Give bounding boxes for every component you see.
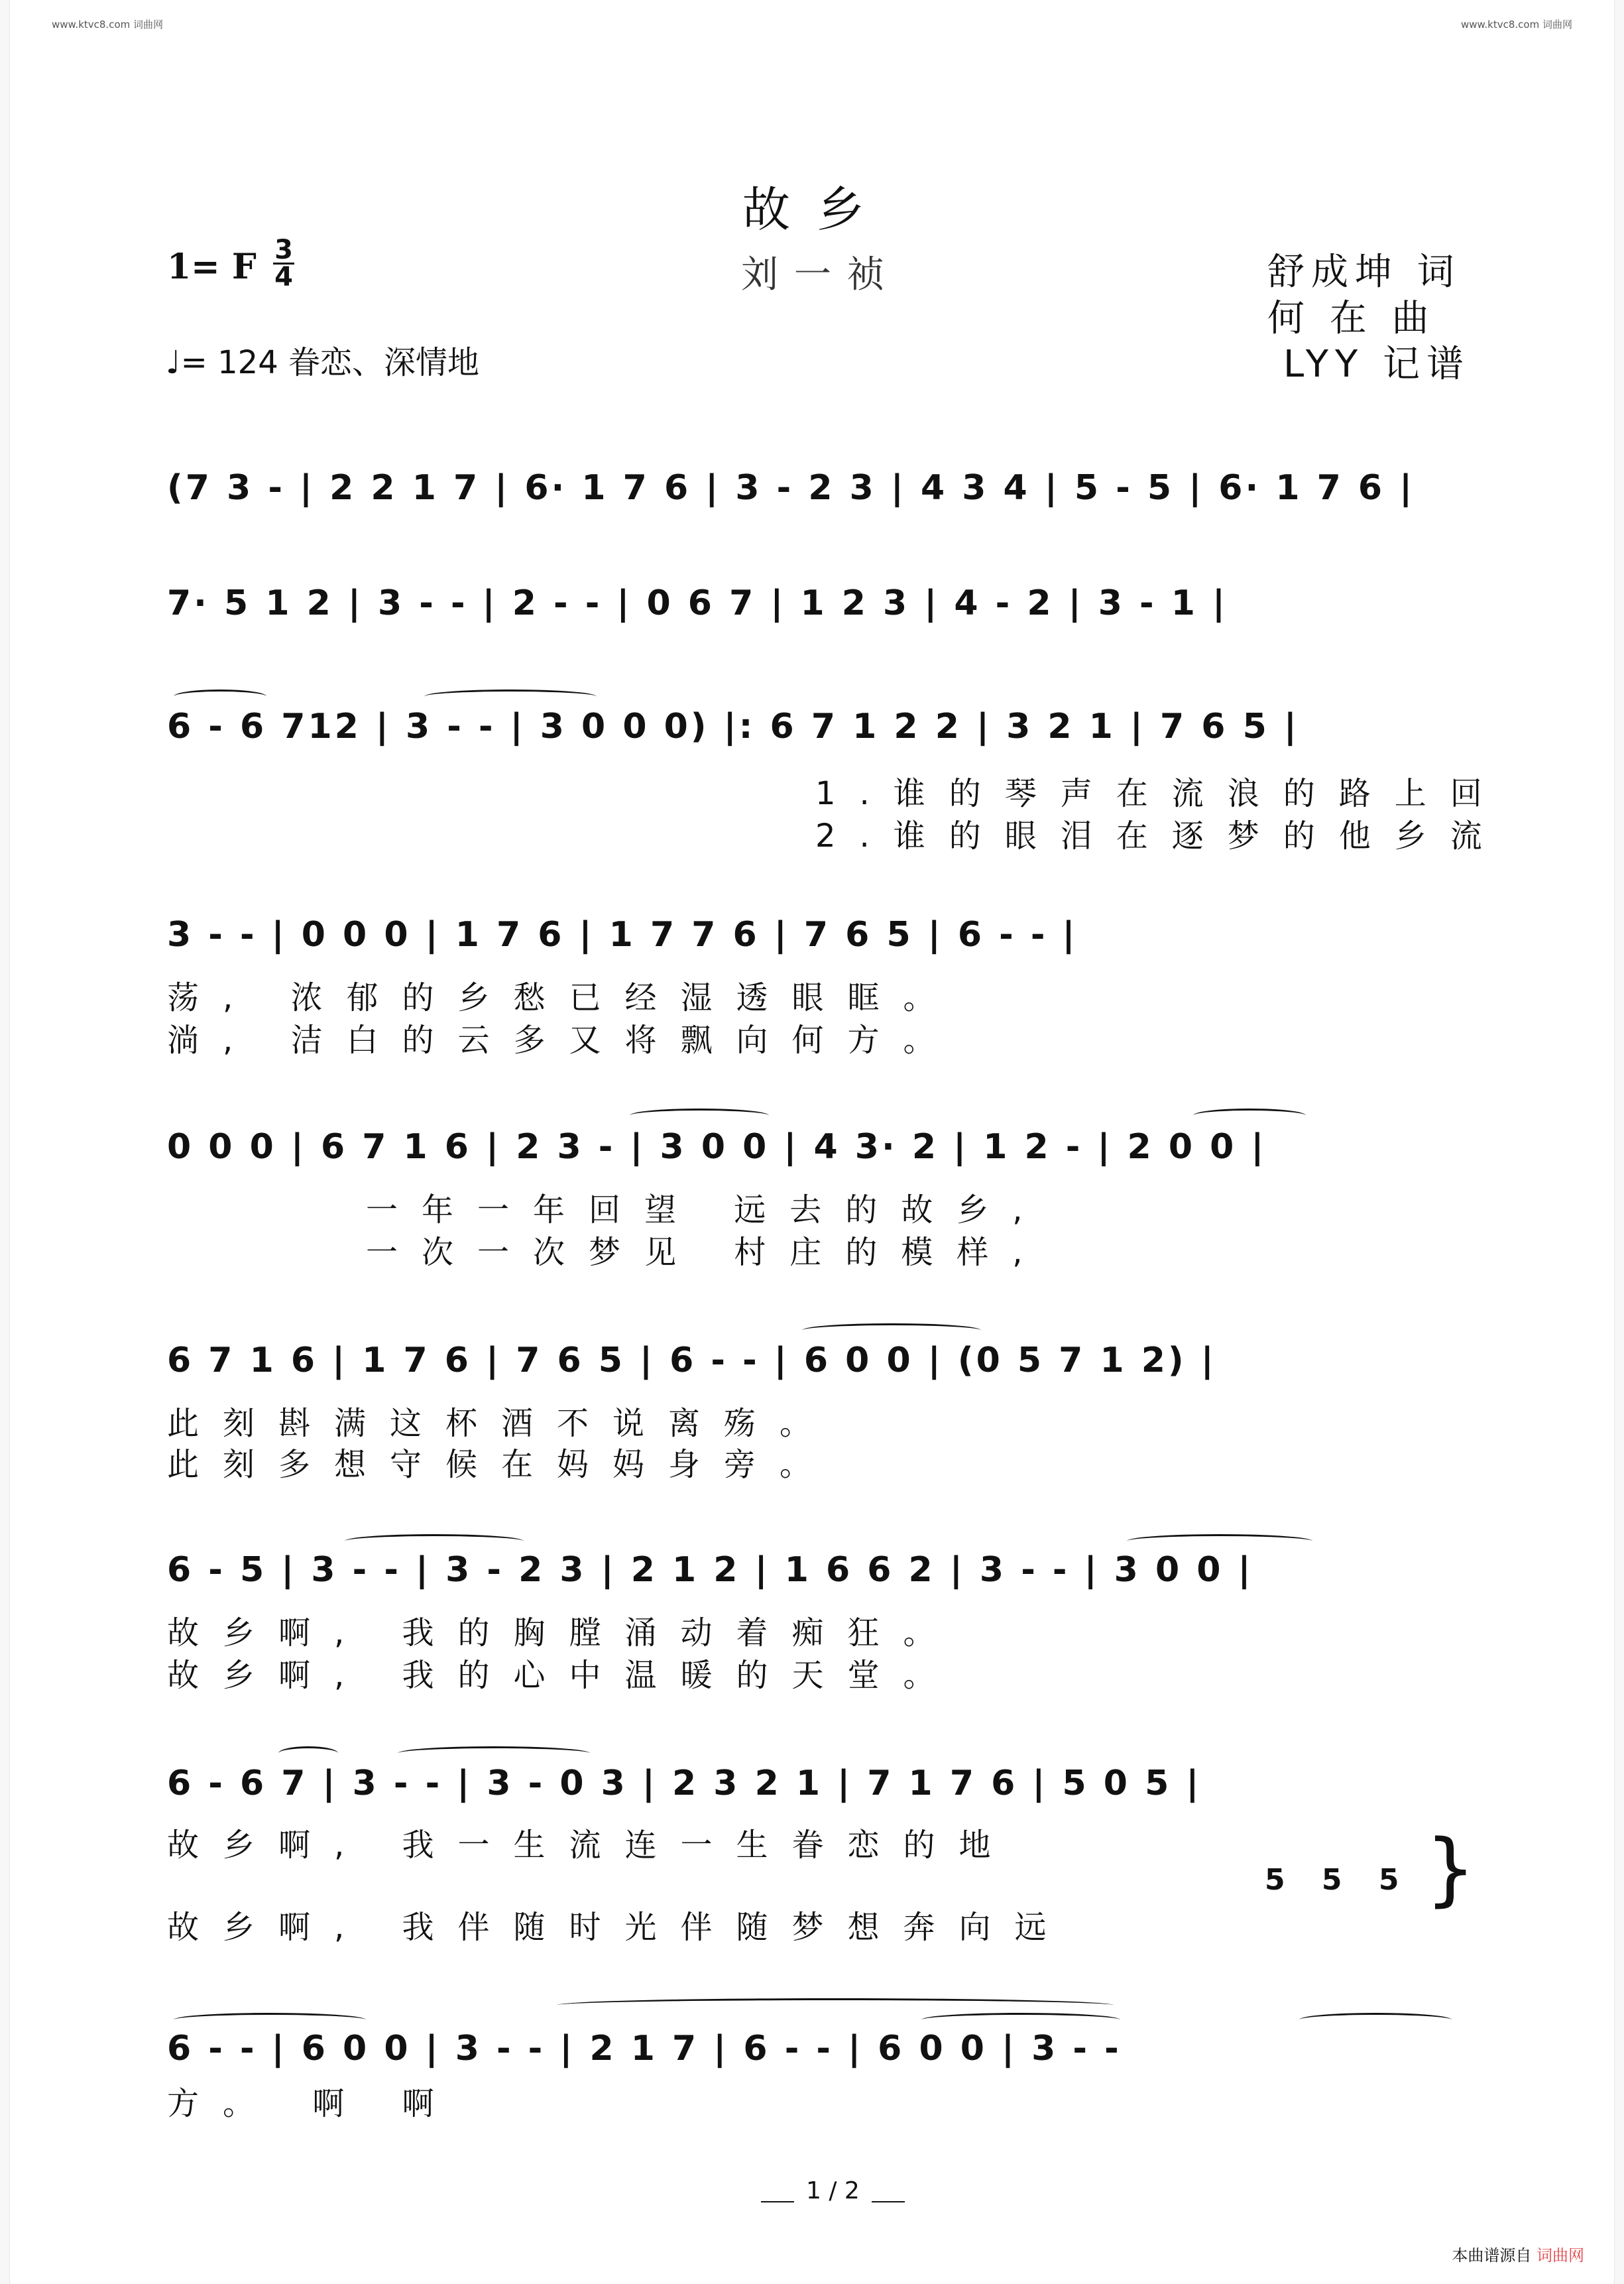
slur-mark bbox=[1127, 1534, 1312, 1548]
composer-credit: 何 在 曲 bbox=[1267, 297, 1436, 340]
right-margin-strip bbox=[1614, 0, 1624, 2284]
alternate-notes: 5 5 5 bbox=[1265, 1863, 1413, 1897]
source-note bbox=[1452, 2242, 1584, 2265]
score-row-notes: 0 0 0 | 6 7 1 6 | 2 3 - | 3 0 0 | 4 3· 2 | 1 2 - | 2 0 0 | bbox=[167, 1127, 1267, 1167]
lyric-line-verse2: 此刻多想守候在妈妈身旁。 bbox=[167, 1446, 836, 1483]
score-row-notes: 3 - - | 0 0 0 | 1 7 6 | 1 7 7 6 | 7 6 5 | 6 - - | bbox=[167, 915, 1078, 955]
slur-mark bbox=[174, 690, 266, 703]
lyric-line-verse2: 故乡啊, 我的心中温暖的天堂。 bbox=[167, 1657, 959, 1694]
site-watermark-right: www.ktvc8.com 词曲网 bbox=[1460, 19, 1572, 30]
lyric-line-verse1: 故乡啊, 我的胸膛涌动着痴狂。 bbox=[167, 1614, 959, 1652]
lyric-line-verse1: 一年一年回望 远去的故乡, bbox=[366, 1191, 1047, 1229]
slur-mark bbox=[557, 1998, 1114, 2012]
page-number-text: 1 / 2 bbox=[806, 2177, 860, 2204]
source-brand-link[interactable]: 词曲网 bbox=[1537, 2246, 1584, 2265]
score-row-notes: 6 - 6 712 | 3 - - | 3 0 0 0) |: 6 7 1 2 2 | 3 2 1 | 7 6 5 | bbox=[167, 707, 1299, 747]
lyric-line-verse2: 2.谁的眼泪在逐梦的他乡流 bbox=[815, 817, 1506, 855]
slur-mark bbox=[398, 1746, 590, 1760]
slur-mark bbox=[278, 1746, 338, 1760]
score-row-notes: 7· 5 1 2 | 3 - - | 2 - - | 0 6 7 | 1 2 3 | 4 - 2 | 3 - 1 | bbox=[167, 583, 1228, 623]
score-row-notes: 6 7 1 6 | 1 7 6 | 7 6 5 | 6 - - | 6 0 0 | (0 5 7 1 2) | bbox=[167, 1341, 1216, 1380]
lyric-line-verse1: 1.谁的琴声在流浪的路上回 bbox=[815, 775, 1506, 812]
singer-name: 刘一祯 bbox=[741, 253, 900, 296]
key-signature: 1= F bbox=[167, 247, 257, 287]
lyric-line-verse1: 故乡啊, 我一生流连一生眷恋的地 bbox=[167, 1827, 1015, 1864]
score-row-notes: 6 - - | 6 0 0 | 3 - - | 2 1 7 | 6 - - | 6 0 0 | 3 - - bbox=[167, 2029, 1122, 2069]
brace-mark: } bbox=[1425, 1823, 1476, 1915]
source-prefix: 本曲谱源自 bbox=[1452, 2246, 1532, 2265]
lyric-line-verse2: 一次一次梦见 村庄的模样, bbox=[366, 1234, 1047, 1271]
slur-mark bbox=[345, 1534, 524, 1548]
score-row-notes: 6 - 6 7 | 3 - - | 3 - 0 3 | 2 3 2 1 | 7 1 7 6 | 5 0 5 | bbox=[167, 1764, 1202, 1803]
slur-mark bbox=[802, 1323, 981, 1337]
slur-mark bbox=[921, 2013, 1120, 2027]
page-number bbox=[749, 2177, 917, 2204]
slur-mark bbox=[1193, 1109, 1306, 1122]
lyric-line-verse1: 荡, 浓郁的乡愁已经湿透眼眶。 bbox=[167, 979, 959, 1016]
left-margin-strip bbox=[0, 0, 10, 2284]
time-signature-top: 3 bbox=[274, 235, 293, 265]
lyric-line-verse2: 淌, 洁白的云多又将飘向何方。 bbox=[167, 1022, 959, 1059]
slur-mark bbox=[174, 2013, 366, 2027]
score-row-notes: (7 3 - | 2 2 1 7 | 6· 1 7 6 | 3 - 2 3 | 4 3 4 | 5 - 5 | 6· 1 7 6 | bbox=[167, 468, 1415, 508]
slur-mark bbox=[630, 1109, 769, 1122]
site-watermark-left: www.ktvc8.com 词曲网 bbox=[52, 19, 164, 30]
page-number-rule bbox=[872, 2181, 905, 2202]
lyric-line-verse2: 故乡啊, 我伴随时光伴随梦想奔向远 bbox=[167, 1909, 1071, 1946]
slur-mark bbox=[1299, 2013, 1452, 2027]
time-signature bbox=[273, 237, 294, 290]
tempo-marking: ♩= 124 眷恋、深情地 bbox=[166, 344, 479, 381]
page-number-rule bbox=[761, 2181, 794, 2202]
lyricist-credit: 舒成坤 词 bbox=[1267, 251, 1461, 294]
time-signature-bottom: 4 bbox=[274, 262, 293, 292]
lyric-line-verse1: 方。 啊 啊 bbox=[167, 2085, 458, 2122]
transcriber-credit: LYY 记谱 bbox=[1283, 343, 1470, 386]
song-title: 故乡 bbox=[742, 182, 892, 237]
slur-mark bbox=[424, 690, 597, 703]
score-row-notes: 6 - 5 | 3 - - | 3 - 2 3 | 2 1 2 | 1 6 6 2 | 3 - - | 3 0 0 | bbox=[167, 1550, 1253, 1590]
lyric-line-verse1: 此刻斟满这杯酒不说离殇。 bbox=[167, 1405, 836, 1442]
